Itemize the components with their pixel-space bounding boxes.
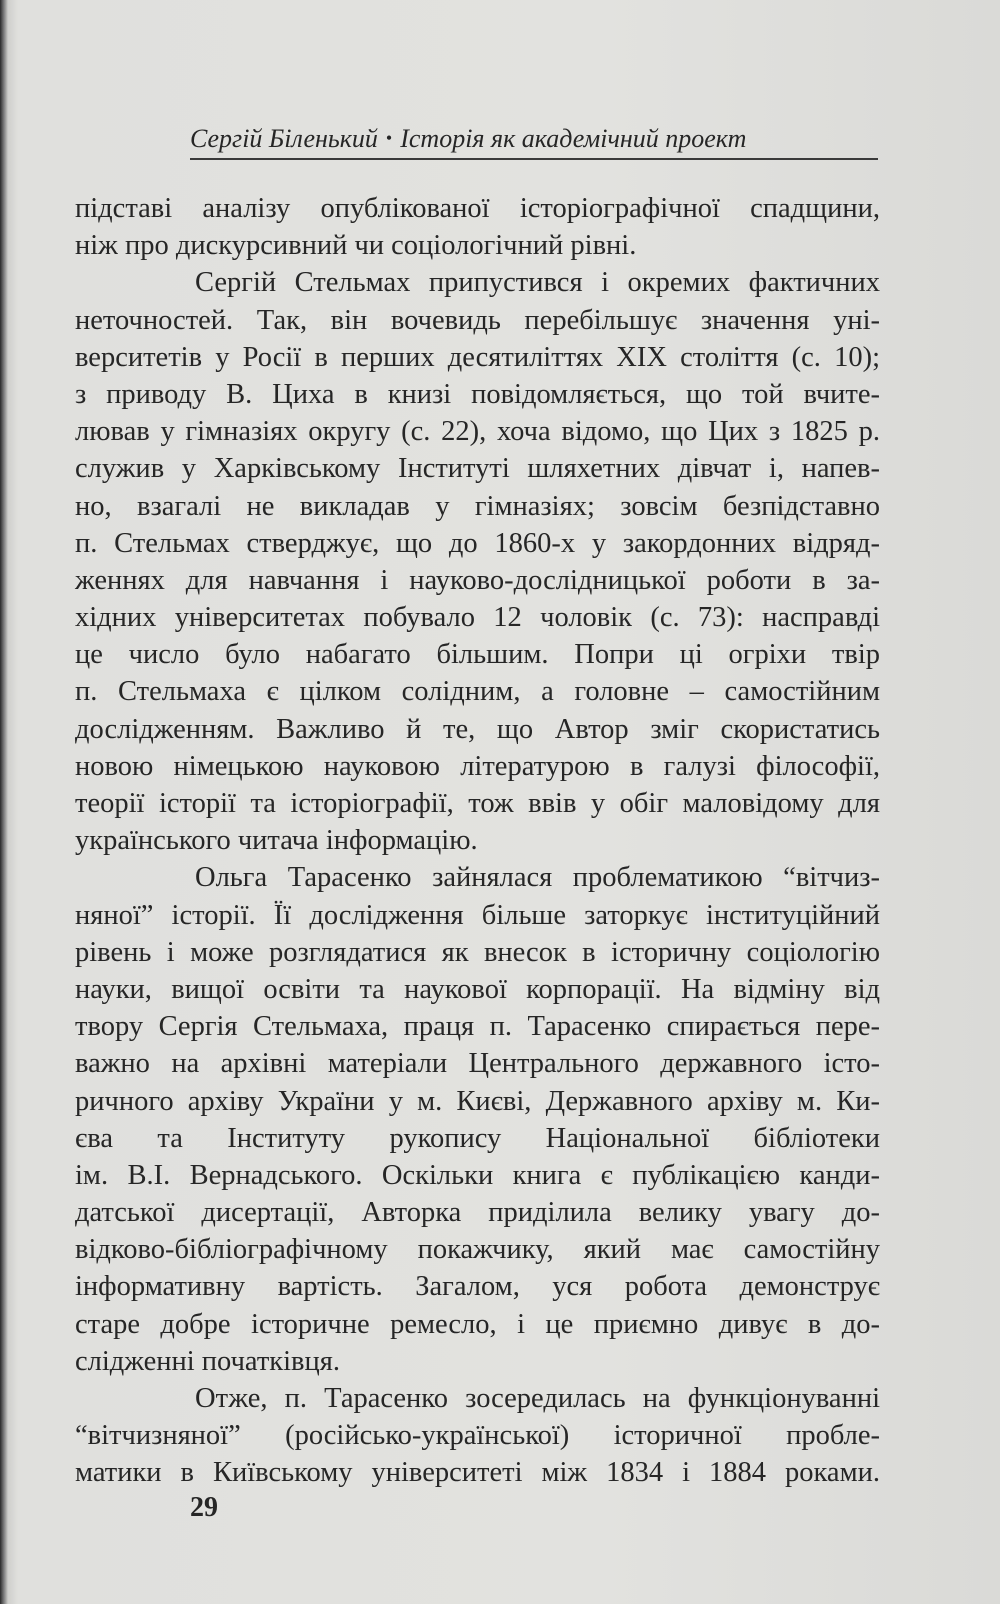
text-line: єва та Інституту рукопису Національної бібліотеки — [75, 1122, 880, 1154]
text-line: ім. В.І. Вернадського. Оскільки книга є публікацією канди- — [75, 1159, 880, 1191]
text-line: неточностей. Так, він вочевидь перебільшує значення уні- — [75, 304, 880, 336]
page-number: 29 — [190, 1492, 218, 1523]
text-line: ніж про дискурсивний чи соціологічний рівні. — [75, 230, 637, 262]
text-line: твору Сергія Стельмаха, праця п. Тарасенко спирається пере- — [75, 1011, 880, 1043]
text-line: Сергій Стельмах припустився і окремих фактичних — [195, 267, 880, 299]
text-line: важно на архівні матеріали Центрального державного істо- — [75, 1048, 880, 1080]
text-line: слідженні початківця. — [75, 1345, 340, 1377]
text-line: п. Стельмах стверджує, що до 1860-х у закордонних відряд- — [75, 527, 880, 559]
text-line: теорії історії та історіографії, тож ввів у обіг маловідому для — [75, 788, 880, 819]
text-line: няної” історії. Її дослідження більше заторкує інституційний — [75, 899, 880, 931]
text-line: служив у Харківському Інституті шляхетних дівчат і, напев- — [75, 453, 880, 485]
header-author: Сергій Біленький — [190, 124, 378, 153]
text-line: відково-бібліографічному покажчику, який має самостійну — [75, 1234, 880, 1266]
text-line: науки, вищої освіти та наукової корпорації. На відміну від — [75, 973, 880, 1005]
text-line: підставі аналізу опублікованої історіографічної спадщини, — [75, 193, 880, 224]
text-line: но, взагалі не викладав у гімназіях; зовсім безпідставно — [75, 490, 880, 522]
text-line: “вітчизняної” (російсько-української) історичної пробле- — [75, 1420, 880, 1452]
text-line: женнях для навчання і науково-дослідницької роботи в за- — [75, 564, 880, 596]
body-text — [75, 190, 880, 1492]
text-line: дослідженням. Важливо й те, що Автор зміг скористатись — [75, 713, 880, 745]
text-line: Отже, п. Тарасенко зосередилась на функціонуванні — [195, 1383, 880, 1414]
header-separator: • — [385, 128, 393, 148]
text-line: інформативну вартість. Загалом, уся робота демонструє — [75, 1271, 880, 1303]
text-line: рівень і може розглядатися як внесок в історичну соціологію — [75, 936, 880, 968]
text-line: це число було набагато більшим. Попри ці огріхи твір — [75, 639, 880, 671]
running-header — [190, 118, 878, 160]
text-line: старе добре історичне ремесло, і це приємно дивує в до- — [75, 1308, 880, 1340]
text-line: п. Стельмаха є цілком солідним, а головне – самостійним — [75, 676, 880, 708]
text-line: українського читача інформацію. — [75, 825, 478, 857]
text-line: хідних університетах побувало 12 чоловік (с. 73): насправді — [75, 602, 880, 634]
text-line: матики в Київському університеті між 1834 і 1884 роками. — [75, 1457, 880, 1489]
text-line: новою німецькою науковою літературою в галузі філософії, — [75, 750, 880, 782]
text-line: датської дисертації, Авторка приділила велику увагу до- — [75, 1197, 880, 1229]
text-line: Ольга Тарасенко зайнялася проблематикою “вітчиз- — [195, 862, 880, 894]
text-line: з приводу В. Циха в книзі повідомляється, що той вчите- — [75, 378, 880, 410]
text-line: ричного архіву України у м. Києві, Державного архіву м. Ки- — [75, 1085, 880, 1117]
header-title: Історія як академічний проект — [400, 124, 747, 153]
text-line: верситетів у Росії в перших десятиліттях XIX століття (с. 10); — [75, 341, 880, 373]
text-line: лював у гімназіях округу (с. 22), хоча відомо, що Цих з 1825 р. — [75, 416, 880, 448]
